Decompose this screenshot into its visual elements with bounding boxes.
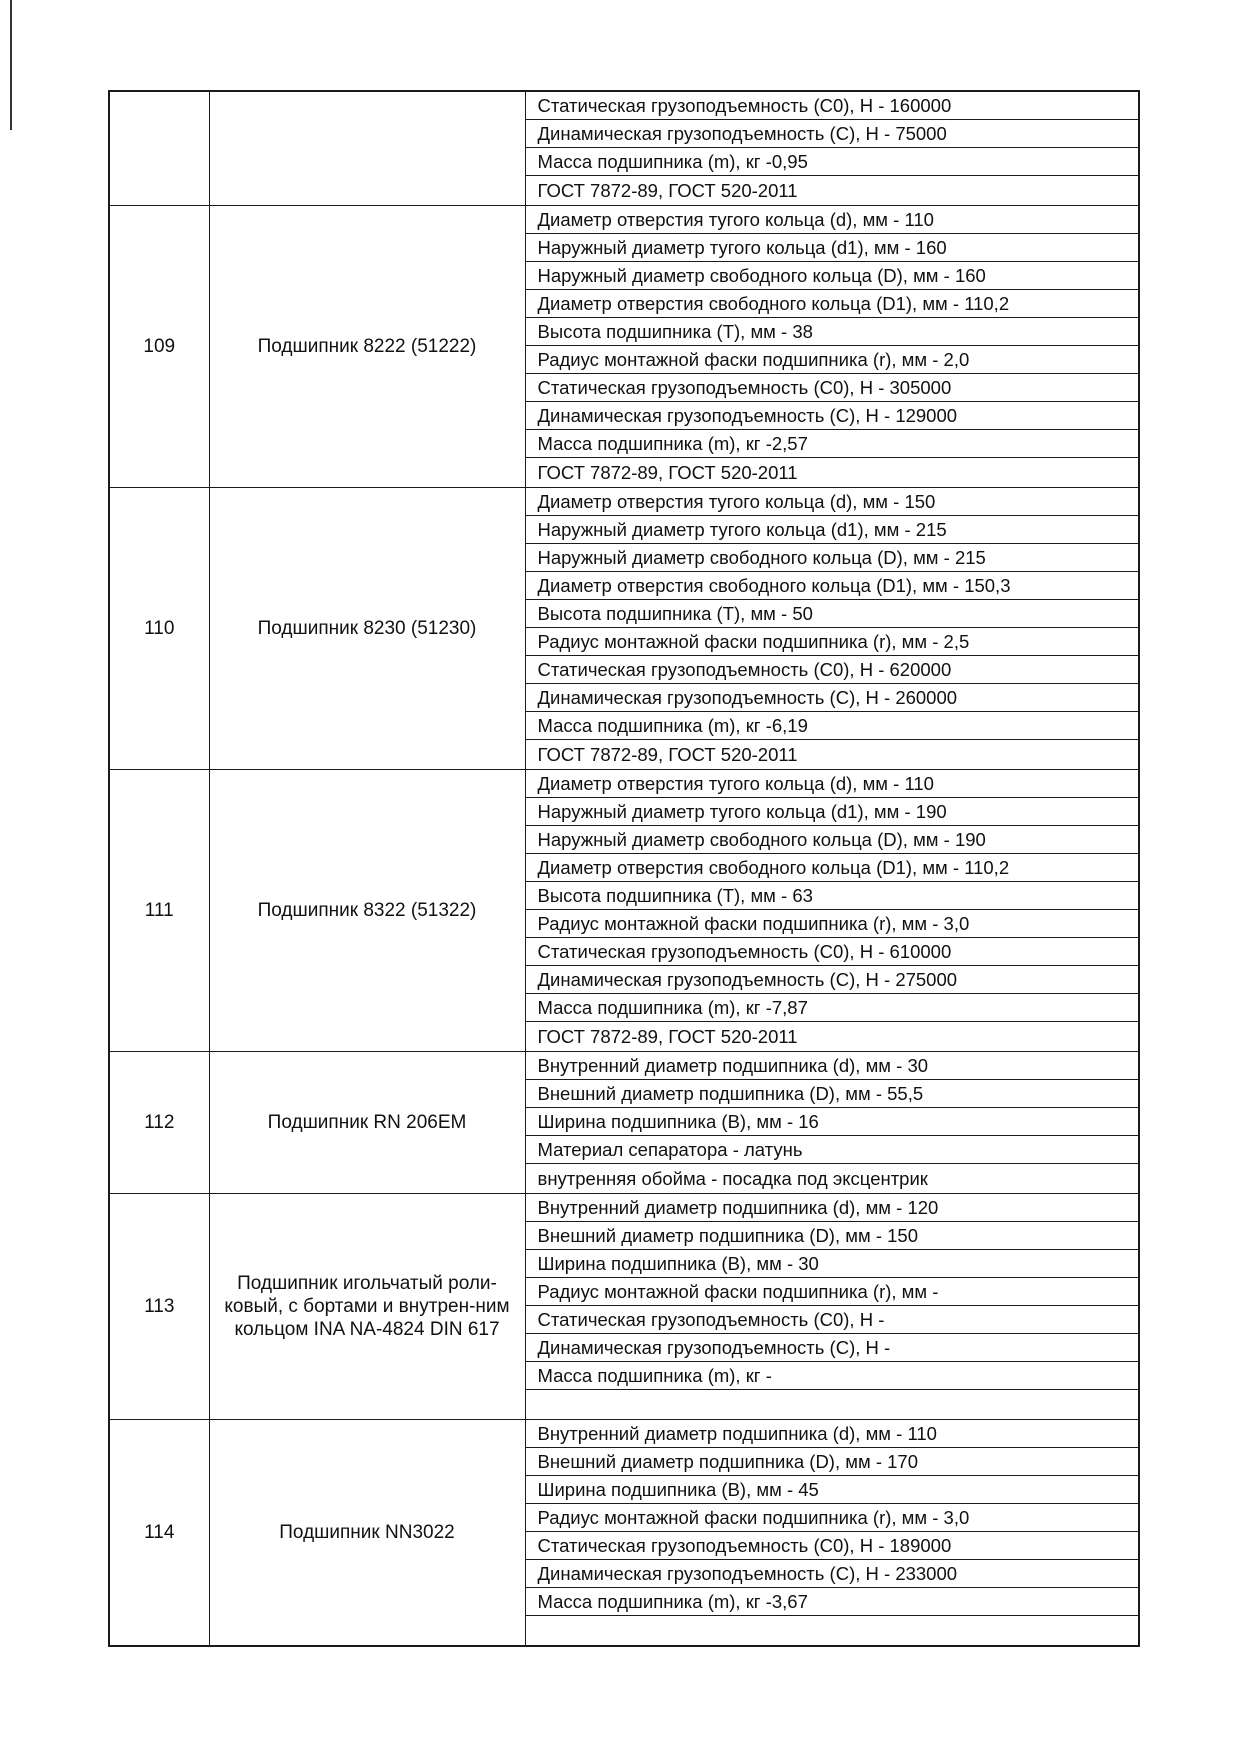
spec-cell: Масса подшипника (m), кг -6,19 bbox=[525, 712, 1139, 740]
table-row bbox=[109, 1420, 1139, 1448]
item-name: Подшипник NN3022 bbox=[209, 1420, 525, 1647]
spec-cell: ГОСТ 7872-89, ГОСТ 520-2011 bbox=[525, 1022, 1139, 1052]
spec-cell: Наружный диаметр тугого кольца (d1), мм - 215 bbox=[525, 516, 1139, 544]
item-number: 111 bbox=[109, 770, 209, 1052]
spec-cell: Масса подшипника (m), кг -2,57 bbox=[525, 430, 1139, 458]
spec-cell: Внешний диаметр подшипника (D), мм - 170 bbox=[525, 1448, 1139, 1476]
spec-cell: Наружный диаметр свободного кольца (D), мм - 215 bbox=[525, 544, 1139, 572]
table-row bbox=[109, 206, 1139, 234]
spec-cell: Внутренний диаметр подшипника (d), мм - 30 bbox=[525, 1052, 1139, 1080]
table-row bbox=[109, 91, 1139, 120]
item-number: 112 bbox=[109, 1052, 209, 1194]
spec-cell: Радиус монтажной фаски подшипника (r), мм - 2,0 bbox=[525, 346, 1139, 374]
spec-cell: Наружный диаметр тугого кольца (d1), мм - 160 bbox=[525, 234, 1139, 262]
spec-cell: ГОСТ 7872-89, ГОСТ 520-2011 bbox=[525, 740, 1139, 770]
spec-cell: Диаметр отверстия свободного кольца (D1), мм - 150,3 bbox=[525, 572, 1139, 600]
spec-cell: Динамическая грузоподъемность (С), Н - 275000 bbox=[525, 966, 1139, 994]
spec-cell: Высота подшипника (Т), мм - 63 bbox=[525, 882, 1139, 910]
item-name: Подшипник 8322 (51322) bbox=[209, 770, 525, 1052]
item-number: 114 bbox=[109, 1420, 209, 1647]
table-body bbox=[109, 91, 1139, 1646]
spec-cell: Статическая грузоподъемность (С0), Н - 160000 bbox=[525, 91, 1139, 120]
item-name: Подшипник RN 206EM bbox=[209, 1052, 525, 1194]
spec-cell: ГОСТ 7872-89, ГОСТ 520-2011 bbox=[525, 458, 1139, 488]
spec-cell: Масса подшипника (m), кг -0,95 bbox=[525, 148, 1139, 176]
spec-cell: Внешний диаметр подшипника (D), мм - 150 bbox=[525, 1222, 1139, 1250]
spec-cell bbox=[525, 1390, 1139, 1420]
spec-cell: Наружный диаметр свободного кольца (D), мм - 190 bbox=[525, 826, 1139, 854]
spec-cell: Внутренний диаметр подшипника (d), мм - 120 bbox=[525, 1194, 1139, 1222]
item-number bbox=[109, 91, 209, 206]
spec-cell: Наружный диаметр свободного кольца (D), мм - 160 bbox=[525, 262, 1139, 290]
spec-cell: Внешний диаметр подшипника (D), мм - 55,5 bbox=[525, 1080, 1139, 1108]
item-name: Подшипник 8230 (51230) bbox=[209, 488, 525, 770]
item-name bbox=[209, 91, 525, 206]
spec-cell: Статическая грузоподъемность (С0), Н - 305000 bbox=[525, 374, 1139, 402]
spec-cell: Ширина подшипника (В), мм - 30 bbox=[525, 1250, 1139, 1278]
spec-cell: Диаметр отверстия тугого кольца (d), мм - 110 bbox=[525, 770, 1139, 798]
spec-cell: Динамическая грузоподъемность (С), Н - 75000 bbox=[525, 120, 1139, 148]
spec-cell: Высота подшипника (Т), мм - 38 bbox=[525, 318, 1139, 346]
spec-cell: Диаметр отверстия тугого кольца (d), мм - 150 bbox=[525, 488, 1139, 516]
spec-cell: Статическая грузоподъемность (С0), Н - 620000 bbox=[525, 656, 1139, 684]
spec-cell: внутренняя обойма - посадка под эксцентрик bbox=[525, 1164, 1139, 1194]
spec-cell: Ширина подшипника (В), мм - 45 bbox=[525, 1476, 1139, 1504]
spec-cell: Наружный диаметр тугого кольца (d1), мм - 190 bbox=[525, 798, 1139, 826]
spec-cell: Диаметр отверстия свободного кольца (D1), мм - 110,2 bbox=[525, 290, 1139, 318]
spec-cell: Динамическая грузоподъемность (С), Н - 129000 bbox=[525, 402, 1139, 430]
spec-cell: ГОСТ 7872-89, ГОСТ 520-2011 bbox=[525, 176, 1139, 206]
item-number: 113 bbox=[109, 1194, 209, 1420]
spec-cell: Ширина подшипника (В), мм - 16 bbox=[525, 1108, 1139, 1136]
item-name: Подшипник 8222 (51222) bbox=[209, 206, 525, 488]
spec-cell: Статическая грузоподъемность (С0), Н - 189000 bbox=[525, 1532, 1139, 1560]
spec-cell: Статическая грузоподъемность (С0), Н - 610000 bbox=[525, 938, 1139, 966]
table-row bbox=[109, 488, 1139, 516]
spec-cell: Масса подшипника (m), кг - bbox=[525, 1362, 1139, 1390]
spec-cell: Радиус монтажной фаски подшипника (r), мм - 3,0 bbox=[525, 1504, 1139, 1532]
item-number: 109 bbox=[109, 206, 209, 488]
spec-cell: Диаметр отверстия свободного кольца (D1), мм - 110,2 bbox=[525, 854, 1139, 882]
table-row bbox=[109, 770, 1139, 798]
bearing-spec-table bbox=[108, 90, 1140, 1647]
page-edge-line bbox=[10, 0, 12, 130]
spec-cell: Материал сепаратора - латунь bbox=[525, 1136, 1139, 1164]
spec-cell: Радиус монтажной фаски подшипника (r), мм - 3,0 bbox=[525, 910, 1139, 938]
spec-cell bbox=[525, 1616, 1139, 1647]
spec-cell: Радиус монтажной фаски подшипника (r), мм - 2,5 bbox=[525, 628, 1139, 656]
table-row bbox=[109, 1052, 1139, 1080]
table-row bbox=[109, 1194, 1139, 1222]
item-name: Подшипник игольчатый роли-ковый, с бортами и внутрен-ним кольцом INA NA-4824 DIN 617 bbox=[209, 1194, 525, 1420]
spec-cell: Динамическая грузоподъемность (С), Н - 233000 bbox=[525, 1560, 1139, 1588]
spec-cell: Высота подшипника (Т), мм - 50 bbox=[525, 600, 1139, 628]
spec-cell: Диаметр отверстия тугого кольца (d), мм - 110 bbox=[525, 206, 1139, 234]
spec-cell: Масса подшипника (m), кг -3,67 bbox=[525, 1588, 1139, 1616]
spec-cell: Динамическая грузоподъемность (С), Н - bbox=[525, 1334, 1139, 1362]
spec-cell: Внутренний диаметр подшипника (d), мм - 110 bbox=[525, 1420, 1139, 1448]
spec-cell: Динамическая грузоподъемность (С), Н - 260000 bbox=[525, 684, 1139, 712]
item-number: 110 bbox=[109, 488, 209, 770]
spec-cell: Масса подшипника (m), кг -7,87 bbox=[525, 994, 1139, 1022]
spec-cell: Статическая грузоподъемность (С0), Н - bbox=[525, 1306, 1139, 1334]
spec-cell: Радиус монтажной фаски подшипника (r), мм - bbox=[525, 1278, 1139, 1306]
